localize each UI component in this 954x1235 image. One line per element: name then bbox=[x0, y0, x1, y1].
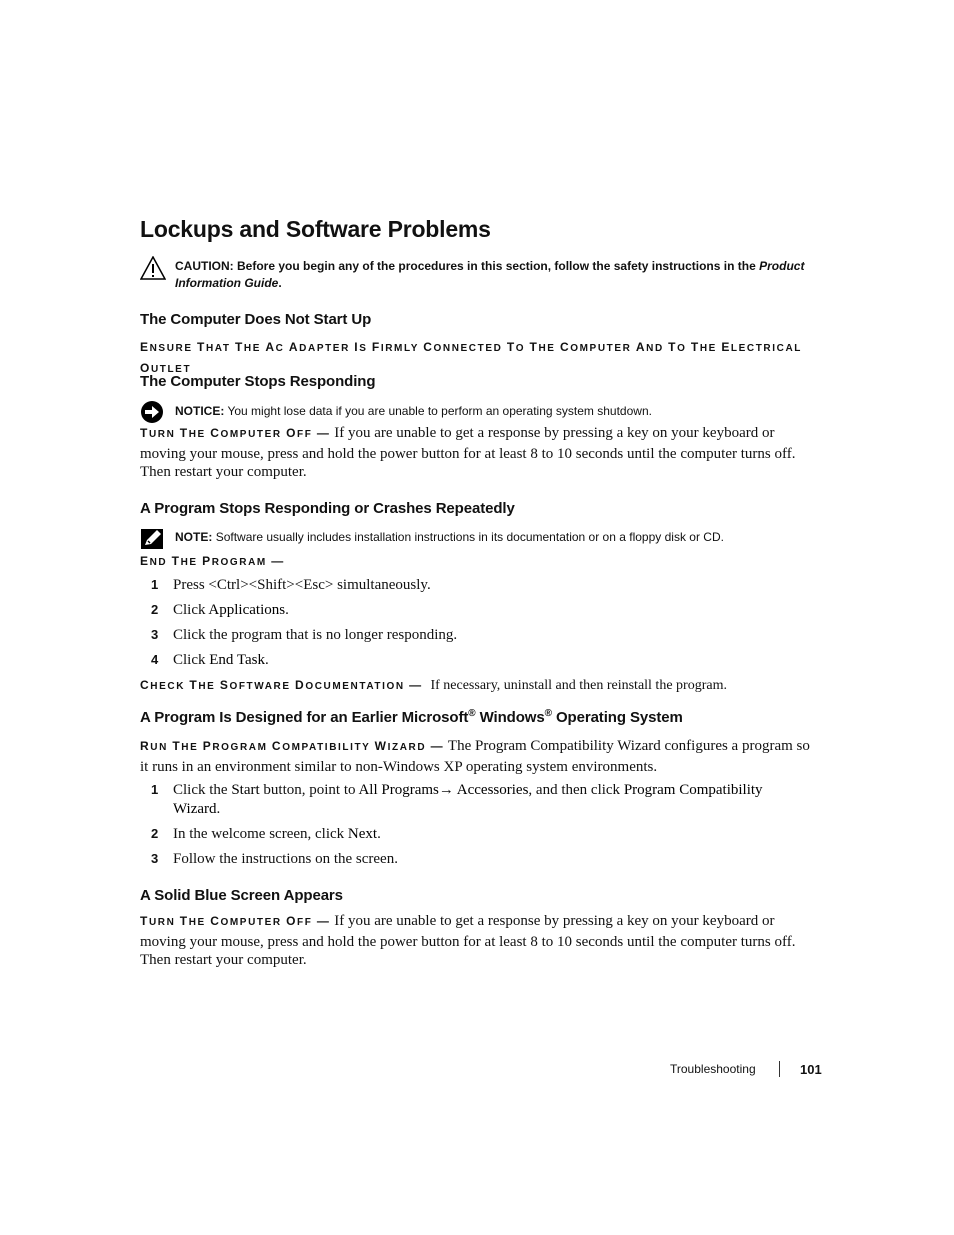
step-number: 2 bbox=[151, 825, 159, 841]
heading-part: A Program Is Designed for an Earlier Microsoft bbox=[140, 709, 469, 726]
step-number: 1 bbox=[151, 782, 159, 797]
heading-program-designed-earlier-windows bbox=[140, 708, 683, 726]
heading-solid-blue-screen: A Solid Blue Screen Appears bbox=[140, 887, 343, 904]
ui-term: End Task bbox=[209, 652, 266, 668]
caution-end: . bbox=[278, 276, 282, 290]
notice-label: NOTICE: bbox=[175, 404, 225, 418]
notice-body: You might lose data if you are unable to perform an operating system shutdown. bbox=[227, 404, 652, 418]
caution-body: Before you begin any of the procedures in this section, follow the safety instructions in the bbox=[237, 259, 756, 273]
ui-term: Applications bbox=[208, 602, 286, 618]
caution-text bbox=[175, 258, 810, 292]
step-number: 4 bbox=[151, 652, 159, 667]
steps-compatibility-wizard bbox=[140, 781, 810, 875]
notice-arrow-icon bbox=[140, 401, 166, 425]
footer-section-name: Troubleshooting bbox=[670, 1062, 756, 1076]
list-item bbox=[140, 781, 810, 818]
steps-end-program bbox=[140, 576, 810, 676]
runin-label: TURN THE COMPUTER OFF — bbox=[140, 914, 331, 928]
runin-label: END THE PROGRAM — bbox=[140, 554, 285, 568]
heading-computer-stops-responding: The Computer Stops Responding bbox=[140, 373, 376, 390]
list-item bbox=[140, 626, 810, 645]
ui-term: All Programs bbox=[358, 782, 439, 798]
registered-mark: ® bbox=[468, 708, 476, 719]
paragraph-check-documentation bbox=[140, 676, 810, 697]
step-text: Click the program that is no longer responding. bbox=[173, 627, 458, 643]
note-label: NOTE: bbox=[175, 530, 213, 544]
ui-term: Accessories bbox=[453, 782, 529, 798]
ui-term: Next bbox=[347, 825, 378, 842]
runin-label: CHECK THE SOFTWARE DOCUMENTATION — bbox=[140, 678, 423, 692]
step-text: In the welcome screen, click bbox=[173, 825, 348, 842]
step-text: Click bbox=[173, 652, 210, 668]
paragraph-turn-off-blue-screen bbox=[140, 912, 810, 970]
note-body: Software usually includes installation instructions in its documentation or on a floppy disk or CD. bbox=[215, 530, 724, 544]
caution-triangle-icon bbox=[140, 256, 166, 280]
heading-program-stops-responding: A Program Stops Responding or Crashes Repeatedly bbox=[140, 500, 515, 517]
paragraph-turn-off bbox=[140, 424, 810, 482]
page-number: 101 bbox=[800, 1062, 822, 1077]
runin-label: ENSURE THAT THE AC ADAPTER IS FIRMLY CONNECTED TO THE COMPUTER AND TO THE ELECTRICAL OUTLET bbox=[140, 340, 802, 375]
footer-divider bbox=[779, 1061, 780, 1077]
note-text bbox=[175, 529, 810, 546]
list-item bbox=[140, 576, 810, 595]
step-text: . bbox=[285, 602, 289, 618]
paragraph-body: If necessary, uninstall and then reinstall the program. bbox=[430, 678, 727, 693]
caution-book-title: Product Information Guide bbox=[175, 259, 805, 290]
list-item bbox=[140, 601, 810, 620]
ui-term: Program Compatibility Wizard bbox=[173, 782, 763, 817]
caution-label: CAUTION: bbox=[175, 259, 234, 273]
caution-callout bbox=[140, 258, 810, 292]
step-number: 2 bbox=[151, 602, 159, 617]
notice-text bbox=[175, 403, 810, 420]
step-text: Follow the instructions on the screen. bbox=[173, 850, 398, 867]
runin-label: RUN THE PROGRAM COMPATIBILITY WIZARD — bbox=[140, 739, 445, 753]
arrow-glyph: → bbox=[438, 782, 454, 798]
note-pencil-icon bbox=[140, 527, 166, 551]
step-text: . bbox=[216, 800, 221, 817]
notice-callout bbox=[140, 403, 810, 420]
list-item bbox=[140, 850, 810, 869]
heading-part: Operating System bbox=[551, 709, 683, 726]
page-title: Lockups and Software Problems bbox=[140, 216, 491, 242]
paragraph-body: If you are unable to get a response by pressing a key on your keyboard or moving your mouse, press and hold the power button for at least 8 to 10 seconds until the computer turns off. Then restart your computer. bbox=[140, 425, 796, 480]
paragraph-body: The Program Compatibility Wizard configures a program so it runs in an environment similar to non-Windows XP operating system environments. bbox=[140, 738, 810, 775]
step-text: . bbox=[265, 652, 269, 668]
paragraph-body: If you are unable to get a response by pressing a key on your keyboard or moving your mouse, press and hold the power button for at least 8 to 10 seconds until the computer turns off. Then restart your computer. bbox=[140, 913, 796, 968]
runin-label: TURN THE COMPUTER OFF — bbox=[140, 426, 331, 440]
step-text: Click the bbox=[173, 782, 232, 798]
step-text: button, point to bbox=[259, 782, 359, 798]
step-number: 3 bbox=[151, 627, 159, 642]
note-callout bbox=[140, 529, 810, 546]
runin-end-program bbox=[140, 552, 810, 573]
ui-term: Start bbox=[231, 782, 260, 798]
step-text: , and then click bbox=[528, 782, 624, 798]
heading-part: Windows bbox=[475, 709, 545, 726]
registered-mark: ® bbox=[544, 708, 552, 719]
step-number: 1 bbox=[151, 577, 159, 592]
list-item bbox=[140, 825, 810, 844]
step-text: Click bbox=[173, 602, 209, 618]
heading-computer-does-not-start: The Computer Does Not Start Up bbox=[140, 311, 372, 328]
step-text: Press <Ctrl><Shift><Esc> simultaneously. bbox=[173, 577, 431, 593]
list-item bbox=[140, 651, 810, 670]
paragraph-run-compatibility-wizard bbox=[140, 737, 810, 776]
step-text: . bbox=[377, 825, 381, 842]
step-number: 3 bbox=[151, 850, 159, 866]
